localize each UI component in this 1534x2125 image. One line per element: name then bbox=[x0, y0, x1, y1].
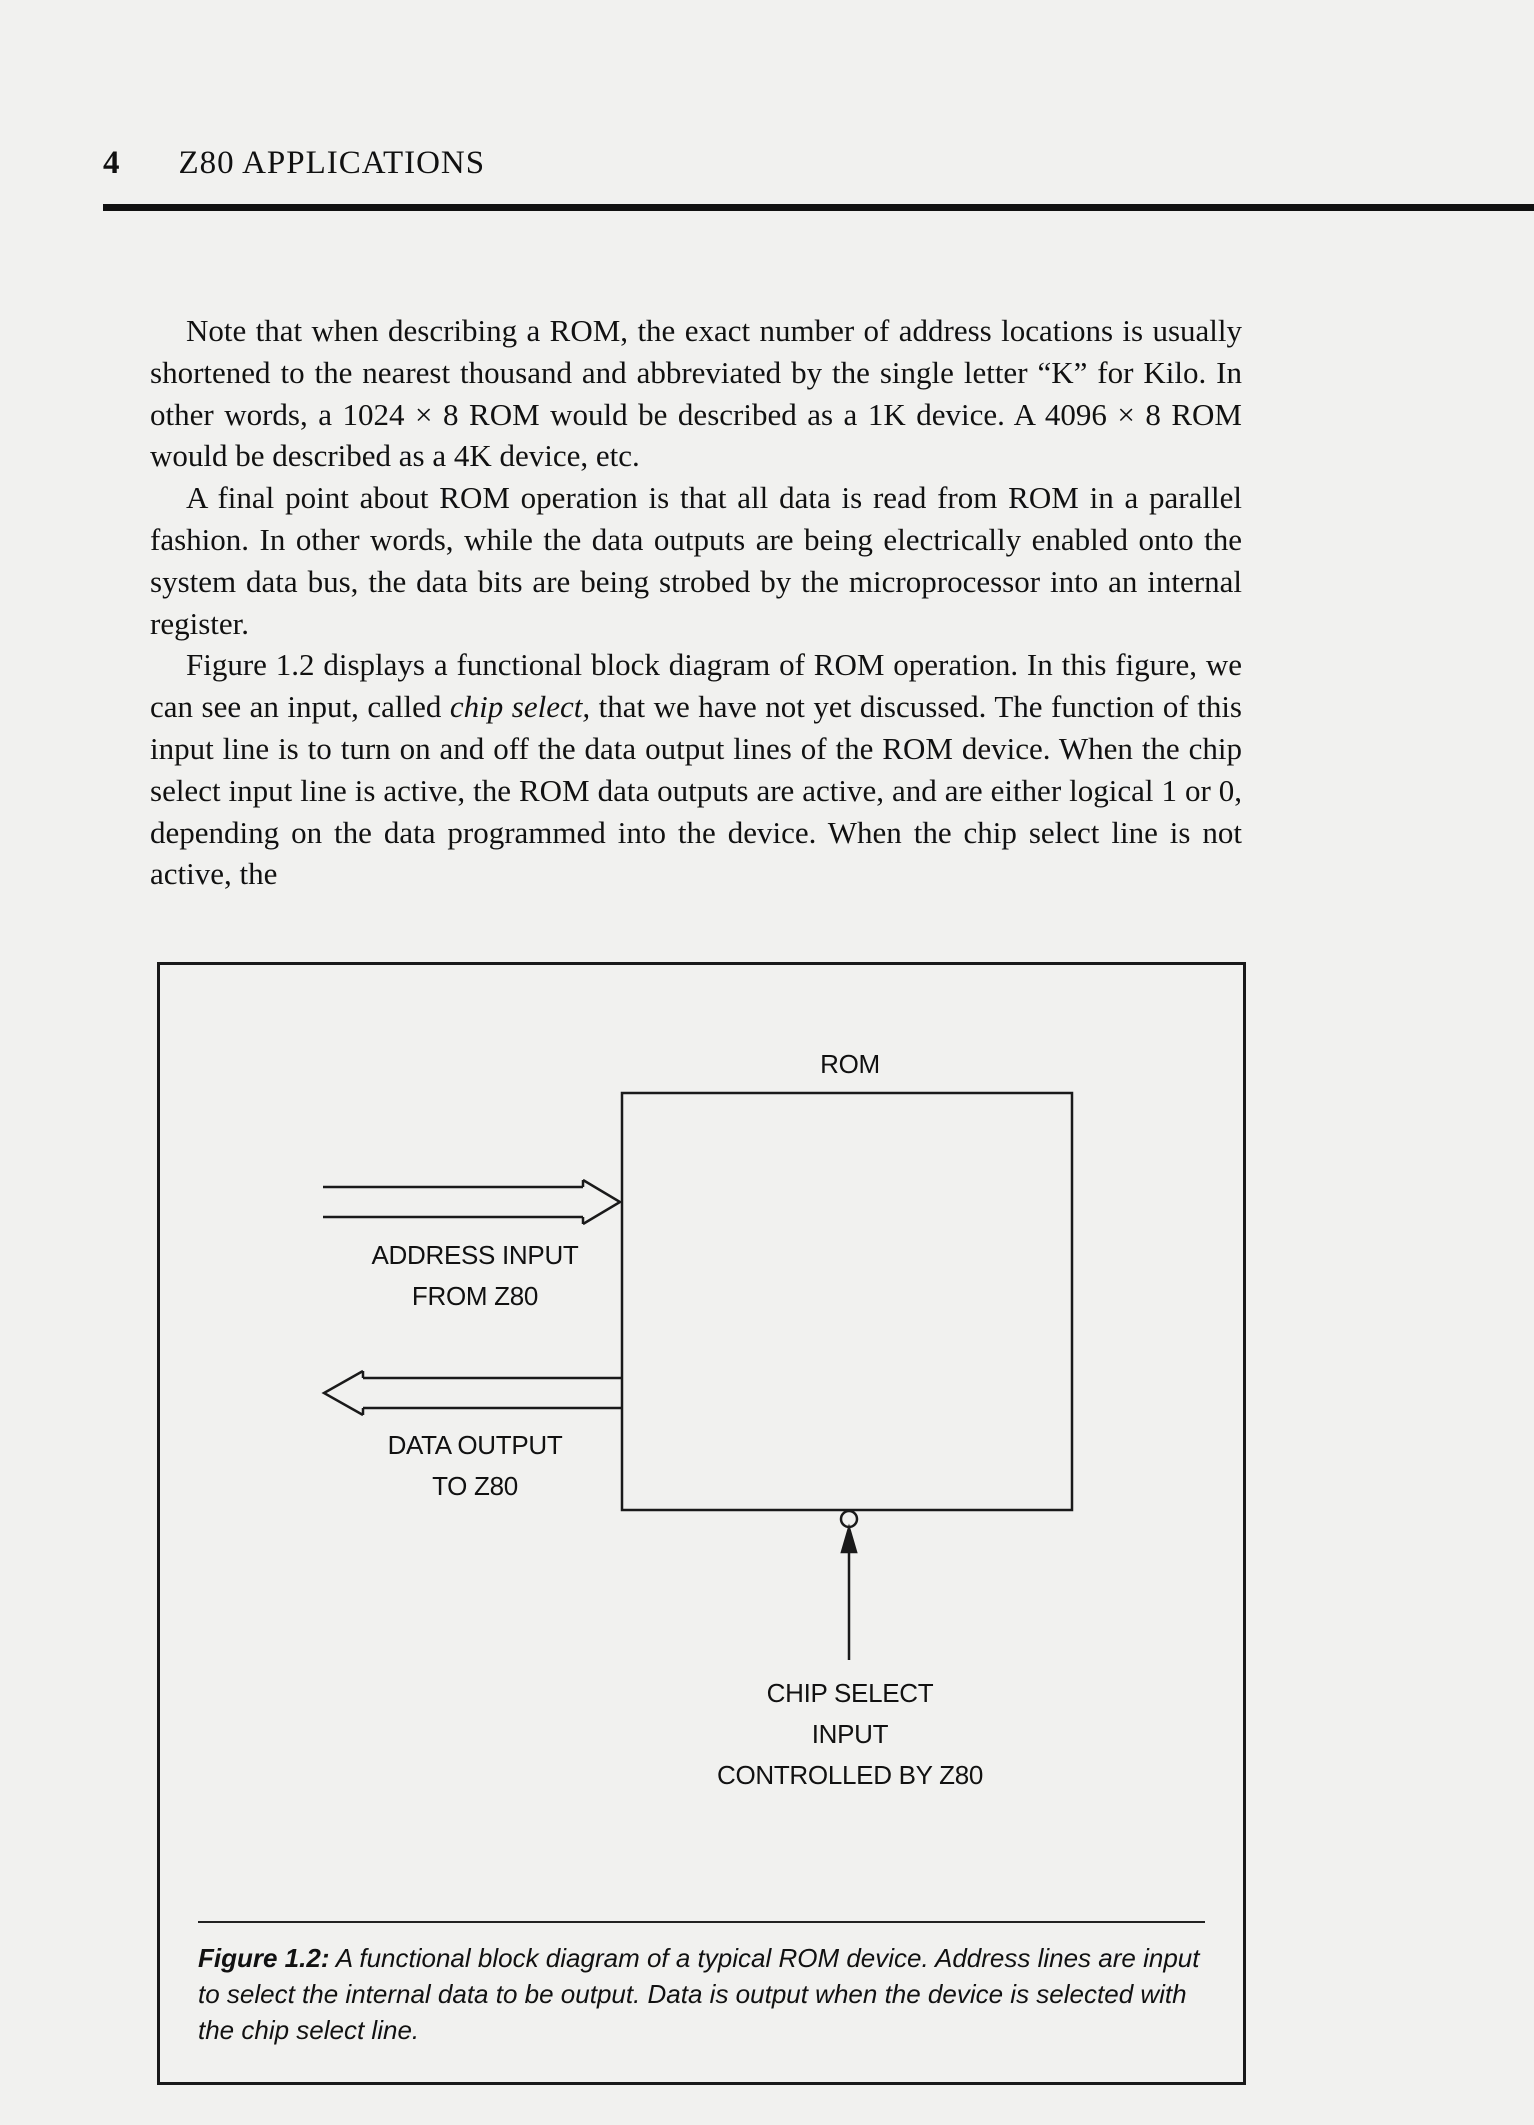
data-output-label-line1: DATA OUTPUT bbox=[387, 1430, 563, 1460]
data-output-label-line2: TO Z80 bbox=[432, 1471, 518, 1501]
address-input-label bbox=[330, 1235, 620, 1317]
chip-select-term: chip select, bbox=[449, 689, 591, 725]
data-output-arrow bbox=[324, 1371, 622, 1415]
chip-select-label-line3: CONTROLLED BY Z80 bbox=[716, 1760, 984, 1790]
rom-block bbox=[622, 1093, 1072, 1510]
chip-select-label-line2: INPUT bbox=[811, 1719, 889, 1749]
page-number: 4 bbox=[103, 145, 121, 181]
address-input-label-line1: ADDRESS INPUT bbox=[371, 1240, 579, 1270]
address-input-label-line2: FROM Z80 bbox=[411, 1281, 539, 1311]
chip-select-line bbox=[841, 1511, 857, 1660]
rom-label-text: ROM bbox=[820, 1049, 880, 1079]
rom-label bbox=[800, 1044, 900, 1085]
running-title: Z80 APPLICATIONS bbox=[178, 145, 486, 181]
paragraph-chip-select-end: that we have not yet discussed. The function of this input line is to turn on and off the data output lines of the ROM device. When the chip select input line is active, the ROM data outputs are active, and are either logical 1 or 0, depending on the data programmed into the device. When the chip select line is not active, the bbox=[150, 689, 1242, 892]
address-input-arrow bbox=[323, 1180, 620, 1224]
paragraph-rom-size: Note that when describing a ROM, the exact number of address locations is usually shortened to the nearest thousand and abbreviated by the single letter “K” for Kilo. In other words, a 1024 × 8 ROM would be described as a 1K device. A 4096 × 8 ROM would be described as a 4K device, etc. bbox=[150, 313, 1242, 474]
paragraph-parallel-read: A final point about ROM operation is that all data is read from ROM in a parallel fashion. In other words, while the data outputs are being electrically enabled onto the system data bus, the data bits are being strobed by the microprocessor into an internal register. bbox=[150, 480, 1242, 641]
figure-caption-label: Figure 1.2: bbox=[198, 1943, 330, 1973]
chip-select-label-line1: CHIP SELECT bbox=[766, 1678, 934, 1708]
chip-select-label bbox=[700, 1673, 1000, 1796]
figure-caption-text: A functional block diagram of a typical ROM device. Address lines are input to select the internal data to be output. Data is output when the device is selected with the chip select line. bbox=[198, 1943, 1200, 2045]
caption-rule bbox=[198, 1921, 1205, 1923]
paragraph-chip-select-start: Figure 1.2 displays a functional block diagram of ROM operation. In this figure, we can see an input, called bbox=[150, 647, 1242, 725]
data-output-label bbox=[345, 1425, 605, 1507]
figure-caption bbox=[198, 1940, 1208, 2048]
chip-select-arrowhead bbox=[842, 1528, 856, 1552]
